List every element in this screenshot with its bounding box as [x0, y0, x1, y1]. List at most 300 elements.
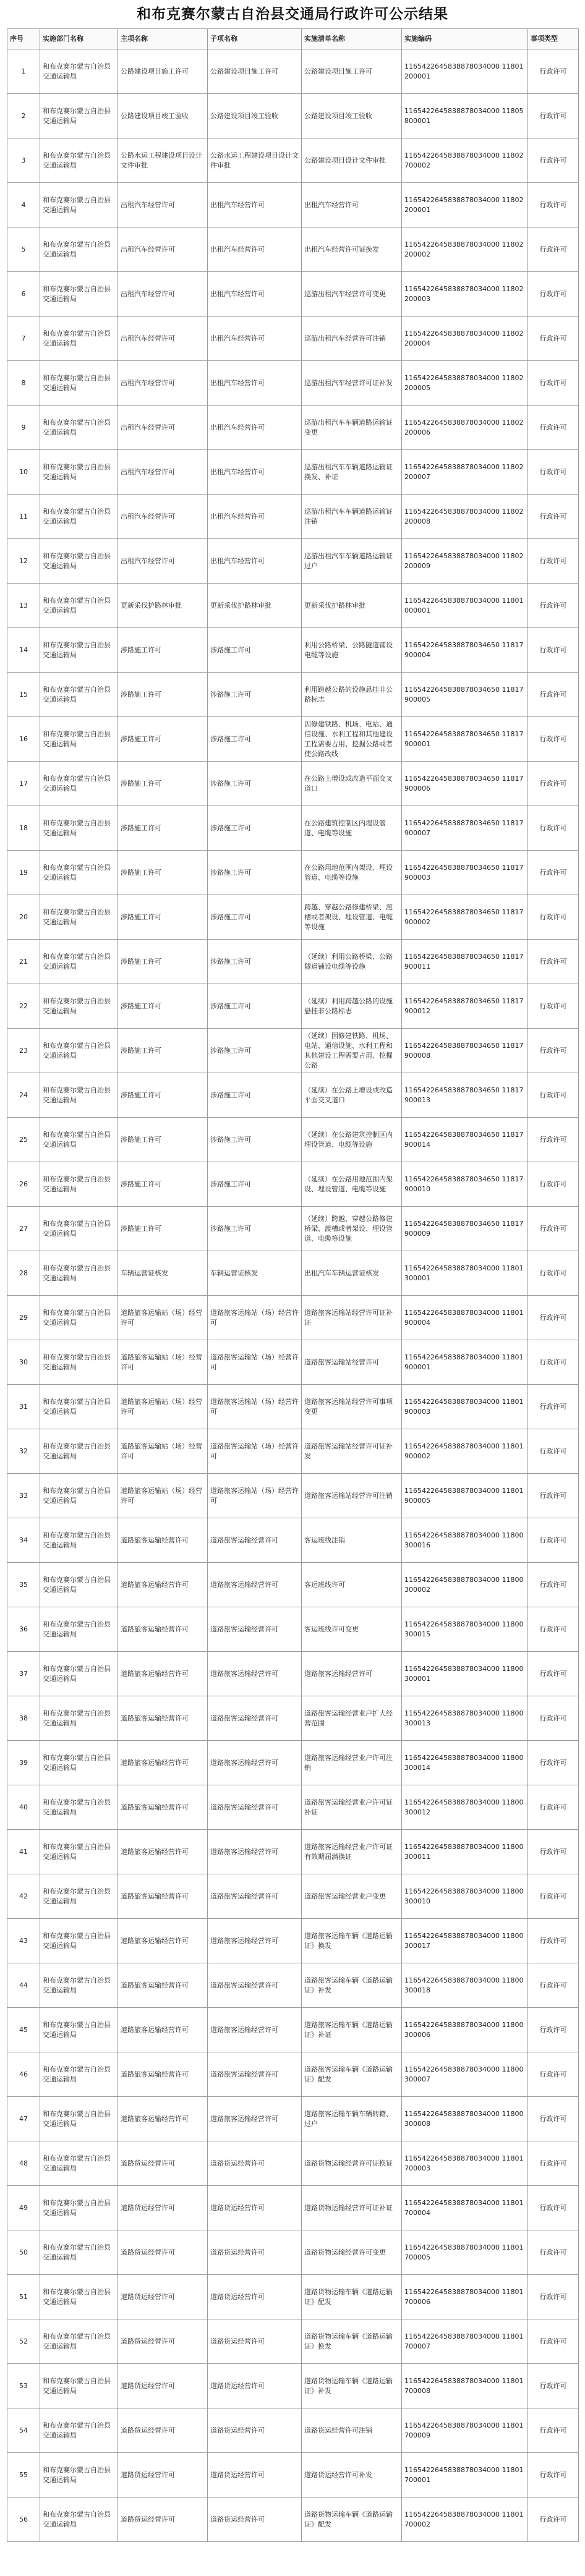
list-name-cell: （延续）利用公路桥梁、公路隧道铺设电缆等设施	[302, 940, 402, 984]
main-item-cell: 道路旅客运输经营许可	[118, 1652, 208, 1696]
department-cell: 和布克赛尔蒙古自治县交通运输局	[40, 2008, 118, 2052]
code-cell: 1165422645838878034000 11801200001	[402, 49, 528, 94]
department-cell: 和布克赛尔蒙古自治县交通运输局	[40, 1429, 118, 1474]
department-cell: 和布克赛尔蒙古自治县交通运输局	[40, 450, 118, 495]
department-cell: 和布克赛尔蒙古自治县交通运输局	[40, 1785, 118, 1830]
department-cell: 和布克赛尔蒙古自治县交通运输局	[40, 1207, 118, 1251]
type-cell: 行政许可	[528, 1073, 579, 1118]
table-row	[7, 1696, 579, 1741]
sub-item-cell: 涉路施工许可	[208, 895, 302, 940]
list-name-cell: 道路旅客运输车辆《道路运输证》补发	[302, 1963, 402, 2008]
code-cell: 1165422645838878034000 11800300014	[402, 1741, 528, 1785]
code-cell: 1165422645838878034650 11817900013	[402, 1073, 528, 1118]
sub-item-cell: 涉路施工许可	[208, 717, 302, 762]
seq-cell: 50	[7, 2230, 40, 2275]
department-cell: 和布克赛尔蒙古自治县交通运输局	[40, 851, 118, 895]
seq-cell: 30	[7, 1340, 40, 1385]
sub-item-cell: 出租汽车经营许可	[208, 495, 302, 539]
header-department: 实施部门名称	[40, 29, 118, 49]
main-item-cell: 出租汽车经营许可	[118, 450, 208, 495]
seq-cell: 45	[7, 2008, 40, 2052]
sub-item-cell: 道路货运经营许可	[208, 2275, 302, 2319]
type-cell: 行政许可	[528, 1162, 579, 1207]
table-row	[7, 1563, 579, 1607]
list-name-cell: 道路旅客运输站经营许可事项变更	[302, 1385, 402, 1429]
main-item-cell: 涉路施工许可	[118, 1029, 208, 1073]
seq-cell: 19	[7, 851, 40, 895]
main-item-cell: 出租汽车经营许可	[118, 272, 208, 317]
seq-cell: 26	[7, 1162, 40, 1207]
code-cell: 1165422645838878034000 11800300002	[402, 1563, 528, 1607]
code-cell: 1165422645838878034000 11800300016	[402, 1518, 528, 1563]
main-item-cell: 道路旅客运输经营许可	[118, 2052, 208, 2097]
list-name-cell: （延续）在公路用地范围内架设、埋设管道、电缆等设施	[302, 1162, 402, 1207]
main-item-cell: 道路旅客运输站（场）经营许可	[118, 1385, 208, 1429]
code-cell: 1165422645838878034000 11801700001	[402, 2453, 528, 2497]
department-cell: 和布克赛尔蒙古自治县交通运输局	[40, 183, 118, 227]
header-code: 实施编码	[402, 29, 528, 49]
type-cell: 行政许可	[528, 2319, 579, 2364]
main-item-cell: 道路旅客运输经营许可	[118, 1874, 208, 1919]
code-cell: 1165422645838878034000 11800300017	[402, 1919, 528, 1963]
department-cell: 和布克赛尔蒙古自治县交通运输局	[40, 1118, 118, 1162]
type-cell: 行政许可	[528, 539, 579, 584]
main-item-cell: 道路货运经营许可	[118, 2319, 208, 2364]
department-cell: 和布克赛尔蒙古自治县交通运输局	[40, 2319, 118, 2364]
table-row	[7, 183, 579, 227]
type-cell: 行政许可	[528, 1296, 579, 1340]
table-row	[7, 984, 579, 1029]
code-cell: 1165422645838878034000 11801900002	[402, 1429, 528, 1474]
table-row	[7, 2141, 579, 2186]
code-cell: 1165422645838878034000 11801900005	[402, 1474, 528, 1518]
sub-item-cell: 道路旅客运输站（场）经营许可	[208, 1340, 302, 1385]
main-item-cell: 涉路施工许可	[118, 1207, 208, 1251]
main-item-cell: 道路旅客运输经营许可	[118, 2097, 208, 2141]
seq-cell: 53	[7, 2364, 40, 2408]
department-cell: 和布克赛尔蒙古自治县交通运输局	[40, 1251, 118, 1296]
main-item-cell: 道路货运经营许可	[118, 2364, 208, 2408]
table-row	[7, 1118, 579, 1162]
sub-item-cell: 道路旅客运输经营许可	[208, 1830, 302, 1874]
list-name-cell: 客运班线许可变更	[302, 1607, 402, 1652]
department-cell: 和布克赛尔蒙古自治县交通运输局	[40, 1741, 118, 1785]
code-cell: 1165422645838878034000 11802200008	[402, 495, 528, 539]
type-cell: 行政许可	[528, 806, 579, 851]
table-row	[7, 940, 579, 984]
type-cell: 行政许可	[528, 2275, 579, 2319]
type-cell: 行政许可	[528, 1785, 579, 1830]
sub-item-cell: 道路旅客运输经营许可	[208, 1874, 302, 1919]
department-cell: 和布克赛尔蒙古自治县交通运输局	[40, 1029, 118, 1073]
document-title: 和布克赛尔蒙古自治县交通局行政许可公示结果	[137, 5, 448, 22]
code-cell: 1165422645838878034000 11801700008	[402, 2364, 528, 2408]
main-item-cell: 出租汽车经营许可	[118, 317, 208, 361]
code-cell: 1165422645838878034000 11802200002	[402, 227, 528, 272]
department-cell: 和布克赛尔蒙古自治县交通运输局	[40, 940, 118, 984]
main-item-cell: 涉路施工许可	[118, 1162, 208, 1207]
department-cell: 和布克赛尔蒙古自治县交通运输局	[40, 495, 118, 539]
department-cell: 和布克赛尔蒙古自治县交通运输局	[40, 361, 118, 406]
department-cell: 和布克赛尔蒙古自治县交通运输局	[40, 1518, 118, 1563]
sub-item-cell: 道路旅客运输经营许可	[208, 2052, 302, 2097]
sub-item-cell: 涉路施工许可	[208, 628, 302, 673]
header-type: 事项类型	[528, 29, 579, 49]
department-cell: 和布克赛尔蒙古自治县交通运输局	[40, 584, 118, 628]
type-cell: 行政许可	[528, 406, 579, 450]
list-name-cell: 巡游出租汽车经营许可注销	[302, 317, 402, 361]
type-cell: 行政许可	[528, 2097, 579, 2141]
sub-item-cell: 公路水运工程建设项目设计文件审批	[208, 138, 302, 183]
main-item-cell: 道路货运经营许可	[118, 2230, 208, 2275]
type-cell: 行政许可	[528, 1607, 579, 1652]
list-name-cell: （延续）跨越、穿越公路修建桥梁、渡槽或者架设、埋设管道、电缆等设施	[302, 1207, 402, 1251]
table-row	[7, 1474, 579, 1518]
type-cell: 行政许可	[528, 628, 579, 673]
table-row	[7, 1073, 579, 1118]
code-cell: 1165422645838878034650 11817900006	[402, 762, 528, 806]
seq-cell: 34	[7, 1518, 40, 1563]
table-row	[7, 1207, 579, 1251]
seq-cell: 40	[7, 1785, 40, 1830]
main-item-cell: 道路货运经营许可	[118, 2186, 208, 2230]
department-cell: 和布克赛尔蒙古自治县交通运输局	[40, 895, 118, 940]
main-item-cell: 出租汽车经营许可	[118, 539, 208, 584]
seq-cell: 52	[7, 2319, 40, 2364]
table-row	[7, 2364, 579, 2408]
type-cell: 行政许可	[528, 1919, 579, 1963]
sub-item-cell: 道路旅客运输站（场）经营许可	[208, 1474, 302, 1518]
table-row	[7, 495, 579, 539]
main-item-cell: 道路旅客运输经营许可	[118, 1963, 208, 2008]
department-cell: 和布克赛尔蒙古自治县交通运输局	[40, 717, 118, 762]
sub-item-cell: 涉路施工许可	[208, 673, 302, 717]
department-cell: 和布克赛尔蒙古自治县交通运输局	[40, 673, 118, 717]
seq-cell: 7	[7, 317, 40, 361]
list-name-cell: 客运班线许可	[302, 1563, 402, 1607]
table-row	[7, 2186, 579, 2230]
type-cell: 行政许可	[528, 1385, 579, 1429]
table-row	[7, 49, 579, 94]
department-cell: 和布克赛尔蒙古自治县交通运输局	[40, 2052, 118, 2097]
seq-cell: 48	[7, 2141, 40, 2186]
table-row	[7, 1830, 579, 1874]
seq-cell: 55	[7, 2453, 40, 2497]
sub-item-cell: 道路货运经营许可	[208, 2364, 302, 2408]
code-cell: 1165422645838878034000 11801700006	[402, 2275, 528, 2319]
seq-cell: 12	[7, 539, 40, 584]
department-cell: 和布克赛尔蒙古自治县交通运输局	[40, 94, 118, 138]
code-cell: 1165422645838878034000 11802200007	[402, 450, 528, 495]
seq-cell: 51	[7, 2275, 40, 2319]
type-cell: 行政许可	[528, 317, 579, 361]
sub-item-cell: 道路货运经营许可	[208, 2319, 302, 2364]
main-item-cell: 道路旅客运输经营许可	[118, 1563, 208, 1607]
code-cell: 1165422645838878034000 11800300018	[402, 1963, 528, 2008]
list-name-cell: 道路旅客运输经营许可	[302, 1652, 402, 1696]
sub-item-cell: 道路货运经营许可	[208, 2186, 302, 2230]
code-cell: 1165422645838878034650 11817900003	[402, 851, 528, 895]
type-cell: 行政许可	[528, 984, 579, 1029]
table-row	[7, 450, 579, 495]
main-item-cell: 涉路施工许可	[118, 673, 208, 717]
table-row	[7, 2275, 579, 2319]
department-cell: 和布克赛尔蒙古自治县交通运输局	[40, 2453, 118, 2497]
sub-item-cell: 出租汽车经营许可	[208, 227, 302, 272]
seq-cell: 20	[7, 895, 40, 940]
list-name-cell: 道路旅客运输站经营许可	[302, 1340, 402, 1385]
main-item-cell: 道路旅客运输经营许可	[118, 1785, 208, 1830]
department-cell: 和布克赛尔蒙古自治县交通运输局	[40, 138, 118, 183]
sub-item-cell: 出租汽车经营许可	[208, 406, 302, 450]
main-item-cell: 公路水运工程建设项目设计文件审批	[118, 138, 208, 183]
type-cell: 行政许可	[528, 673, 579, 717]
list-name-cell: 公路建设项目竣工验收	[302, 94, 402, 138]
table-row	[7, 717, 579, 762]
header-list-name: 实施清单名称	[302, 29, 402, 49]
list-name-cell: 在公路上增设或改造平面交叉道口	[302, 762, 402, 806]
sub-item-cell: 道路旅客运输经营许可	[208, 1607, 302, 1652]
table-row	[7, 227, 579, 272]
type-cell: 行政许可	[528, 138, 579, 183]
sub-item-cell: 出租汽车经营许可	[208, 361, 302, 406]
table-row	[7, 1162, 579, 1207]
type-cell: 行政许可	[528, 717, 579, 762]
code-cell: 1165422645838878034000 11801700009	[402, 2408, 528, 2453]
list-name-cell: 巡游出租汽车经营许可证补发	[302, 361, 402, 406]
list-name-cell: 道路货运经营许可补发	[302, 2453, 402, 2497]
type-cell: 行政许可	[528, 227, 579, 272]
main-item-cell: 道路旅客运输站（场）经营许可	[118, 1429, 208, 1474]
seq-cell: 31	[7, 1385, 40, 1429]
code-cell: 1165422645838878034000 11800300001	[402, 1652, 528, 1696]
seq-cell: 8	[7, 361, 40, 406]
seq-cell: 28	[7, 1251, 40, 1296]
sub-item-cell: 道路旅客运输经营许可	[208, 1696, 302, 1741]
list-name-cell: 巡游出租汽车车辆道路运输证换发、补证	[302, 450, 402, 495]
main-item-cell: 涉路施工许可	[118, 762, 208, 806]
seq-cell: 56	[7, 2497, 40, 2542]
sub-item-cell: 道路旅客运输经营许可	[208, 2008, 302, 2052]
sub-item-cell: 出租汽车经营许可	[208, 183, 302, 227]
code-cell: 1165422645838878034000 11802200009	[402, 539, 528, 584]
type-cell: 行政许可	[528, 1518, 579, 1563]
main-item-cell: 公路建设项目施工许可	[118, 49, 208, 94]
department-cell: 和布克赛尔蒙古自治县交通运输局	[40, 1296, 118, 1340]
sub-item-cell: 涉路施工许可	[208, 1029, 302, 1073]
type-cell: 行政许可	[528, 1563, 579, 1607]
code-cell: 1165422645838878034650 11817900012	[402, 984, 528, 1029]
sub-item-cell: 涉路施工许可	[208, 851, 302, 895]
code-cell: 1165422645838878034000 11805800001	[402, 94, 528, 138]
sub-item-cell: 道路旅客运输经营许可	[208, 1963, 302, 2008]
department-cell: 和布克赛尔蒙古自治县交通运输局	[40, 1073, 118, 1118]
type-cell: 行政许可	[528, 2052, 579, 2097]
seq-cell: 5	[7, 227, 40, 272]
list-name-cell: （延续）在公路上增设或改造平面交叉道口	[302, 1073, 402, 1118]
sub-item-cell: 公路建设项目竣工验收	[208, 94, 302, 138]
table-row	[7, 1029, 579, 1073]
seq-cell: 37	[7, 1652, 40, 1696]
sub-item-cell: 公路建设项目施工许可	[208, 49, 302, 94]
code-cell: 1165422645838878034650 11817900004	[402, 628, 528, 673]
table-row	[7, 895, 579, 940]
type-cell: 行政许可	[528, 940, 579, 984]
type-cell: 行政许可	[528, 272, 579, 317]
table-row	[7, 1607, 579, 1652]
department-cell: 和布克赛尔蒙古自治县交通运输局	[40, 1474, 118, 1518]
code-cell: 1165422645838878034650 11817900007	[402, 806, 528, 851]
type-cell: 行政许可	[528, 450, 579, 495]
main-item-cell: 涉路施工许可	[118, 940, 208, 984]
table-row	[7, 361, 579, 406]
sub-item-cell: 涉路施工许可	[208, 1207, 302, 1251]
sub-item-cell: 出租汽车经营许可	[208, 539, 302, 584]
code-cell: 1165422645838878034000 11801900001	[402, 1340, 528, 1385]
seq-cell: 2	[7, 94, 40, 138]
seq-cell: 35	[7, 1563, 40, 1607]
main-item-cell: 出租汽车经营许可	[118, 361, 208, 406]
main-item-cell: 道路货运经营许可	[118, 2408, 208, 2453]
table-row	[7, 2097, 579, 2141]
table-row	[7, 1385, 579, 1429]
table-row	[7, 2052, 579, 2097]
main-item-cell: 道路旅客运输经营许可	[118, 1696, 208, 1741]
list-name-cell: 跨越、穿越公路修建桥梁、渡槽或者架设、埋设管道、电缆等设施	[302, 895, 402, 940]
sub-item-cell: 车辆运营证核发	[208, 1251, 302, 1296]
list-name-cell: 道路旅客运输经营业户许可注销	[302, 1741, 402, 1785]
list-name-cell: 道路旅客运输站经营许可证补发	[302, 1429, 402, 1474]
department-cell: 和布克赛尔蒙古自治县交通运输局	[40, 49, 118, 94]
sub-item-cell: 涉路施工许可	[208, 1073, 302, 1118]
code-cell: 1165422645838878034000 11800300012	[402, 1785, 528, 1830]
department-cell: 和布克赛尔蒙古自治县交通运输局	[40, 1963, 118, 2008]
seq-cell: 46	[7, 2052, 40, 2097]
main-item-cell: 道路旅客运输站（场）经营许可	[118, 1474, 208, 1518]
seq-cell: 44	[7, 1963, 40, 2008]
table-row	[7, 628, 579, 673]
list-name-cell: （延续）因修建铁路、机场、电站、通信设施、水利工程和其他建设工程需要占用、挖掘公路	[302, 1029, 402, 1073]
code-cell: 1165422645838878034650 11817900009	[402, 1207, 528, 1251]
sub-item-cell: 道路旅客运输站（场）经营许可	[208, 1385, 302, 1429]
table-row	[7, 1652, 579, 1696]
seq-cell: 29	[7, 1296, 40, 1340]
sub-item-cell: 道路旅客运输经营许可	[208, 1785, 302, 1830]
table-row	[7, 1919, 579, 1963]
main-item-cell: 道路旅客运输经营许可	[118, 1830, 208, 1874]
seq-cell: 17	[7, 762, 40, 806]
table-row	[7, 806, 579, 851]
code-cell: 1165422645838878034000 11802200001	[402, 183, 528, 227]
list-name-cell: 巡游出租汽车车辆道路运输证注销	[302, 495, 402, 539]
type-cell: 行政许可	[528, 584, 579, 628]
sub-item-cell: 道路旅客运输经营许可	[208, 1919, 302, 1963]
type-cell: 行政许可	[528, 1029, 579, 1073]
header-seq: 序号	[7, 29, 40, 49]
type-cell: 行政许可	[528, 1874, 579, 1919]
sub-item-cell: 更新采伐护路林审批	[208, 584, 302, 628]
sub-item-cell: 出租汽车经营许可	[208, 317, 302, 361]
code-cell: 1165422645838878034000 11801300001	[402, 1251, 528, 1296]
main-item-cell: 涉路施工许可	[118, 984, 208, 1029]
department-cell: 和布克赛尔蒙古自治县交通运输局	[40, 2097, 118, 2141]
type-cell: 行政许可	[528, 2230, 579, 2275]
list-name-cell: （延续）利用跨越公路的设施悬挂非公路标志	[302, 984, 402, 1029]
table-row	[7, 851, 579, 895]
list-name-cell: 道路货物运输经营许可变更	[302, 2230, 402, 2275]
department-cell: 和布克赛尔蒙古自治县交通运输局	[40, 984, 118, 1029]
type-cell: 行政许可	[528, 2186, 579, 2230]
sub-item-cell: 出租汽车经营许可	[208, 272, 302, 317]
list-name-cell: 道路货物运输车辆《道路运输证》配发	[302, 2275, 402, 2319]
code-cell: 1165422645838878034000 11801700007	[402, 2319, 528, 2364]
license-table	[7, 28, 579, 2542]
seq-cell: 36	[7, 1607, 40, 1652]
list-name-cell: 道路货物运输车辆《道路运输证》补发	[302, 2364, 402, 2408]
main-item-cell: 道路货运经营许可	[118, 2497, 208, 2542]
code-cell: 1165422645838878034000 11801700004	[402, 2186, 528, 2230]
sub-item-cell: 道路旅客运输经营许可	[208, 1741, 302, 1785]
table-row	[7, 673, 579, 717]
code-cell: 1165422645838878034000 11800300011	[402, 1830, 528, 1874]
code-cell: 1165422645838878034000 11801900004	[402, 1296, 528, 1340]
list-name-cell: 公路建设项目设计文件审批	[302, 138, 402, 183]
seq-cell: 39	[7, 1741, 40, 1785]
code-cell: 1165422645838878034650 11817900011	[402, 940, 528, 984]
main-item-cell: 车辆运营证核发	[118, 1251, 208, 1296]
seq-cell: 42	[7, 1874, 40, 1919]
type-cell: 行政许可	[528, 94, 579, 138]
department-cell: 和布克赛尔蒙古自治县交通运输局	[40, 2497, 118, 2542]
code-cell: 1165422645838878034000 11800300008	[402, 2097, 528, 2141]
list-name-cell: 道路旅客运输经营业户许可证补证	[302, 1785, 402, 1830]
list-name-cell: 巡游出租汽车车辆道路运输证变更	[302, 406, 402, 450]
table-body	[7, 49, 579, 2542]
code-cell: 1165422645838878034650 11817900010	[402, 1162, 528, 1207]
table-row	[7, 2008, 579, 2052]
seq-cell: 32	[7, 1429, 40, 1474]
seq-cell: 13	[7, 584, 40, 628]
list-name-cell: 道路旅客运输车辆《道路运输证》配发	[302, 2052, 402, 2097]
type-cell: 行政许可	[528, 1474, 579, 1518]
department-cell: 和布克赛尔蒙古自治县交通运输局	[40, 1652, 118, 1696]
department-cell: 和布克赛尔蒙古自治县交通运输局	[40, 1607, 118, 1652]
table-row	[7, 539, 579, 584]
type-cell: 行政许可	[528, 1652, 579, 1696]
code-cell: 1165422645838878034000 11802700002	[402, 138, 528, 183]
main-item-cell: 出租汽车经营许可	[118, 406, 208, 450]
header-main-item: 主项名称	[118, 29, 208, 49]
sub-item-cell: 道路货运经营许可	[208, 2497, 302, 2542]
list-name-cell: （延续）在公路建筑控制区内埋设管道、电缆等设施	[302, 1118, 402, 1162]
seq-cell: 23	[7, 1029, 40, 1073]
table-row	[7, 1874, 579, 1919]
table-row	[7, 138, 579, 183]
main-item-cell: 道路旅客运输经营许可	[118, 1741, 208, 1785]
seq-cell: 3	[7, 138, 40, 183]
code-cell: 1165422645838878034650 11817900005	[402, 673, 528, 717]
main-item-cell: 出租汽车经营许可	[118, 227, 208, 272]
list-name-cell: 道路旅客运输车辆《道路运输证》补证	[302, 2008, 402, 2052]
table-row	[7, 406, 579, 450]
main-item-cell: 涉路施工许可	[118, 895, 208, 940]
list-name-cell: 巡游出租汽车车辆道路运输证过户	[302, 539, 402, 584]
seq-cell: 16	[7, 717, 40, 762]
sub-item-cell: 涉路施工许可	[208, 940, 302, 984]
list-name-cell: 道路旅客运输车辆车辆转籍、过户	[302, 2097, 402, 2141]
table-row	[7, 1518, 579, 1563]
department-cell: 和布克赛尔蒙古自治县交通运输局	[40, 406, 118, 450]
